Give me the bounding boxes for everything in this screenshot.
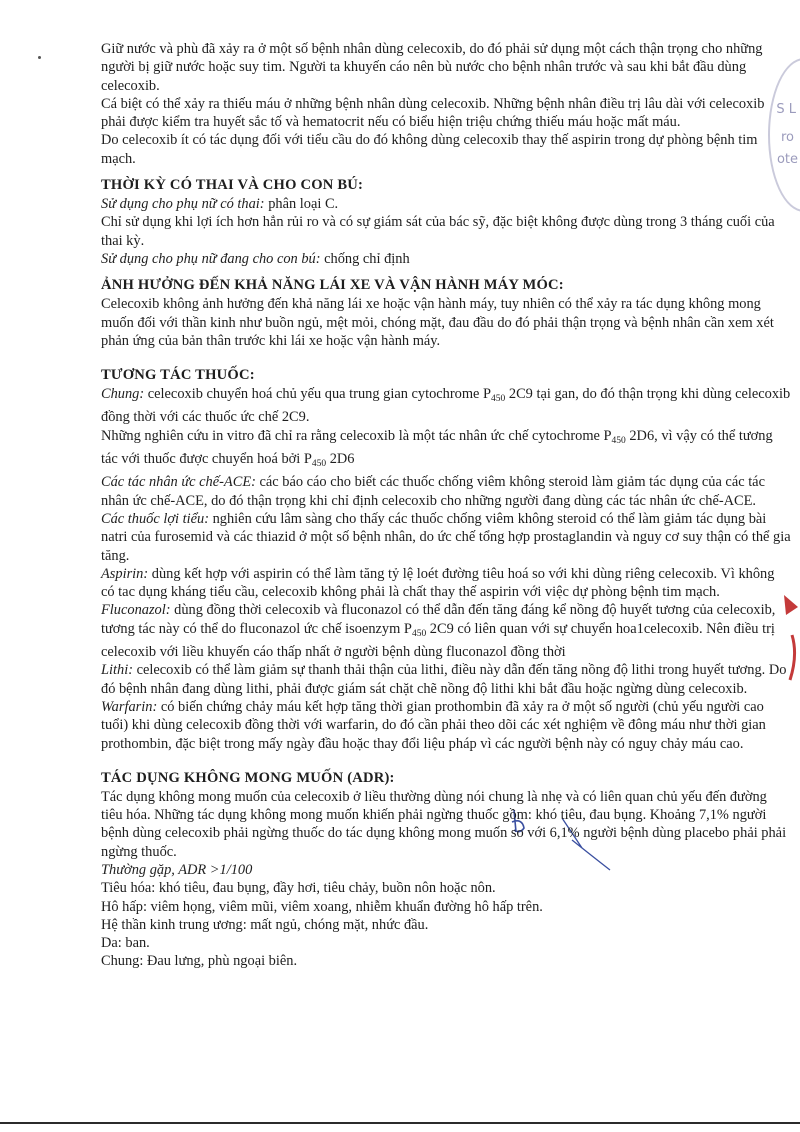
pregnancy-category-line bbox=[101, 195, 791, 213]
interaction-label: Lithi: bbox=[101, 662, 133, 679]
seal-stamp-fragment: ote bbox=[776, 152, 798, 167]
scan-speck bbox=[38, 56, 41, 59]
adr-item: Chung: Đau lưng, phù ngoại biên. bbox=[101, 953, 298, 970]
paragraph: Do celecoxib ít có tác dụng đối với tiểu cầu do đó không dùng celecoxib thay thế aspirin trong dự phòng bệnh tim mạch. bbox=[101, 132, 758, 167]
interaction-label: Warfarin: bbox=[101, 698, 158, 715]
document-body bbox=[101, 40, 791, 971]
adr-item: Hệ thần kinh trung ương: mất ngủ, chóng mặt, nhức đầu. bbox=[101, 916, 429, 933]
interaction-label: Aspirin: bbox=[101, 565, 149, 582]
adr-item: Hô hấp: viêm họng, viêm mũi, viêm xoang, nhiễm khuẩn đường hô hấp trên. bbox=[101, 898, 543, 915]
interaction-aspirin: Aspirin: dùng kết hợp với aspirin có thể làm tăng tỷ lệ loét đường tiêu hoá so với khi dùng riêng celecoxib. Vì không có tac dụng kháng tiểu cầu, celecoxib không phải là chất thay thế aspirin với việc dự phòng bệnh tim mạch. bbox=[101, 565, 775, 601]
paragraph: Giữ nước và phù đã xảy ra ở một số bệnh nhân dùng celecoxib, do đó phải sử dụng một cách thận trọng cho những người bị giữ nước hoặc suy tim. Người ta khuyến cáo nên bù nước cho bệnh nhân trước và sau khi bắt đầu dùng celecoxib. bbox=[101, 41, 763, 94]
paragraph: Cá biệt có thể xảy ra thiếu máu ở những bệnh nhân dùng celecoxib. Những bệnh nhân điều trị lâu dài với celecoxib phải được kiểm tra huyết sắc tố và hematocrit nếu có biểu hiện triệu chứng thiếu máu hoặc mất máu. bbox=[101, 95, 765, 131]
bottom-scan-edge bbox=[0, 1122, 800, 1124]
pregnant-value: phân loại C. bbox=[264, 196, 339, 213]
section-heading-adr: TÁC DỤNG KHÔNG MONG MUỐN (ADR): bbox=[101, 769, 395, 786]
interaction-invitro: Những nghiên cứu in vitro đã chỉ ra rằng celecoxib là một tác nhân ức chế cytochrome $P_{450}$ 2D6, vì vậy có thể tương tác với thuốc được chuyển hoá bởi $P_{450}$ 2D6 bbox=[101, 427, 773, 470]
paragraph: Chỉ sử dụng khi lợi ích hơn hẳn rủi ro và có sự giám sát của bác sỹ, đặc biệt không được dùng trong 3 tháng cuối của thai kỳ. bbox=[101, 214, 775, 249]
adr-item: Da: ban. bbox=[101, 935, 150, 952]
interaction-label: Fluconazol: bbox=[101, 602, 171, 619]
seal-stamp-fragment: ro bbox=[780, 130, 794, 145]
nursing-line bbox=[101, 250, 791, 268]
interaction-ace: Các tác nhân ức chế-ACE: các báo cáo cho biết các thuốc chống viêm không steroid làm giảm tác dụng của các tác nhân ức chế-ACE, do đó thận trọng khi chỉ định celecoxib cho những người đang dùng các tác nhân ức chế-ACE. bbox=[101, 474, 765, 509]
section-heading-pregnancy: THỜI KỲ CÓ THAI VÀ CHO CON BÚ: bbox=[101, 177, 364, 194]
interaction-general: Chung: celecoxib chuyển hoá chủ yếu qua trung gian cytochrome $P_{450}$ 2C9 tại gan, do đó thận trọng khi dùng celecoxib đồng thời với các thuốc ức chế 2C9. bbox=[101, 386, 791, 426]
interaction-fluconazol: Fluconazol: dùng đồng thời celecoxib và fluconazol có thể dẫn đến tăng đáng kể nồng độ huyết tương của celecoxib, tương tác này có thể do fluconazol ức chế isoenzym $P_{450}$ 2C9 có liên quan với sự chuyển hoa1celecoxib. Nên điều trị celecoxib với liều khuyến cáo thấp nhất ở người bệnh dùng fluconazol đồng thời bbox=[101, 602, 776, 661]
adr-frequency-label: Thường gặp, ADR >1/100 bbox=[101, 861, 253, 878]
seal-stamp-fragment: S L bbox=[776, 102, 796, 117]
interaction-warfarin: Warfarin: có biến chứng chảy máu kết hợp tăng thời gian prothombin đã xảy ra ở một số người (chủ yếu người cao tuổi) khi dùng celecoxib đồng thời với warfarin, do đó cần phải theo dõi các xét nghiệm về đông máu như thời gian prothombin, đặc biệt trong mấy ngày đầu hoặc thay đổi liệu pháp vì các người bệnh này có nguy chảy máu cao. bbox=[101, 698, 766, 752]
pregnant-label: Sử dụng cho phụ nữ có thai: bbox=[101, 196, 265, 213]
interaction-diuretic: Các thuốc lợi tiểu: nghiên cứu lâm sàng cho thấy các thuốc chống viêm không steroid có thể làm giảm tác dụng bài natri của furosemid và các thiazid ở một số bệnh nhân, do ức chế tổng hợp prostaglandin và nguy cơ suy thận có thể gia tăng. bbox=[101, 510, 791, 564]
interaction-label: Các tác nhân ức chế-ACE: bbox=[101, 474, 256, 491]
nursing-value: chống chỉ định bbox=[320, 250, 410, 267]
nursing-label: Sử dụng cho phụ nữ đang cho con bú: bbox=[101, 250, 321, 267]
adr-item: Tiêu hóa: khó tiêu, đau bụng, đầy hơi, tiêu chảy, buồn nôn hoặc nôn. bbox=[101, 880, 496, 897]
interaction-lithi: Lithi: celecoxib có thể làm giảm sự thanh thải thận của lithi, điều này dẫn đến tăng nồng độ lithi trong huyết tương. Do đó bệnh nhân đang dùng lithi, phải được giám sát chặt chẽ nồng độ lithi khi bắt đầu hoặc ngừng dùng celecoxib. bbox=[101, 662, 787, 697]
section-heading-driving: ẢNH HƯỞNG ĐẾN KHẢ NĂNG LÁI XE VÀ VẬN HÀNH MÁY MÓC: bbox=[101, 277, 564, 294]
interaction-label: Các thuốc lợi tiểu: bbox=[101, 510, 209, 527]
paragraph: Celecoxib không ảnh hưởng đến khả năng lái xe hoặc vận hành máy, tuy nhiên có thể xảy ra tác dụng không mong muốn đối với thần kinh như buồn ngủ, mệt mỏi, chóng mặt, đau đầu do đó phải thận trọng và bệnh nhân cần xem xét phản ứng của bản thân trước khi lái xe hoặc vận hành máy. bbox=[101, 296, 774, 349]
interaction-label: Chung: bbox=[101, 386, 145, 403]
section-heading-interactions: TƯƠNG TÁC THUỐC: bbox=[101, 367, 255, 384]
paragraph: Tác dụng không mong muốn của celecoxib ở liều thường dùng nói chung là nhẹ và có liên quan chủ yếu đến đường tiêu hóa. Những tác dụng không mong muốn khiến phải ngừng thuốc gồm: khó tiêu, đau bụng. Khoảng 7,1% người bệnh dùng celecoxib phải ngừng thuốc do tác dụng không mong muốn so với 6,1% người bệnh dùng placebo phải phải ngừng thuốc. bbox=[101, 788, 787, 860]
